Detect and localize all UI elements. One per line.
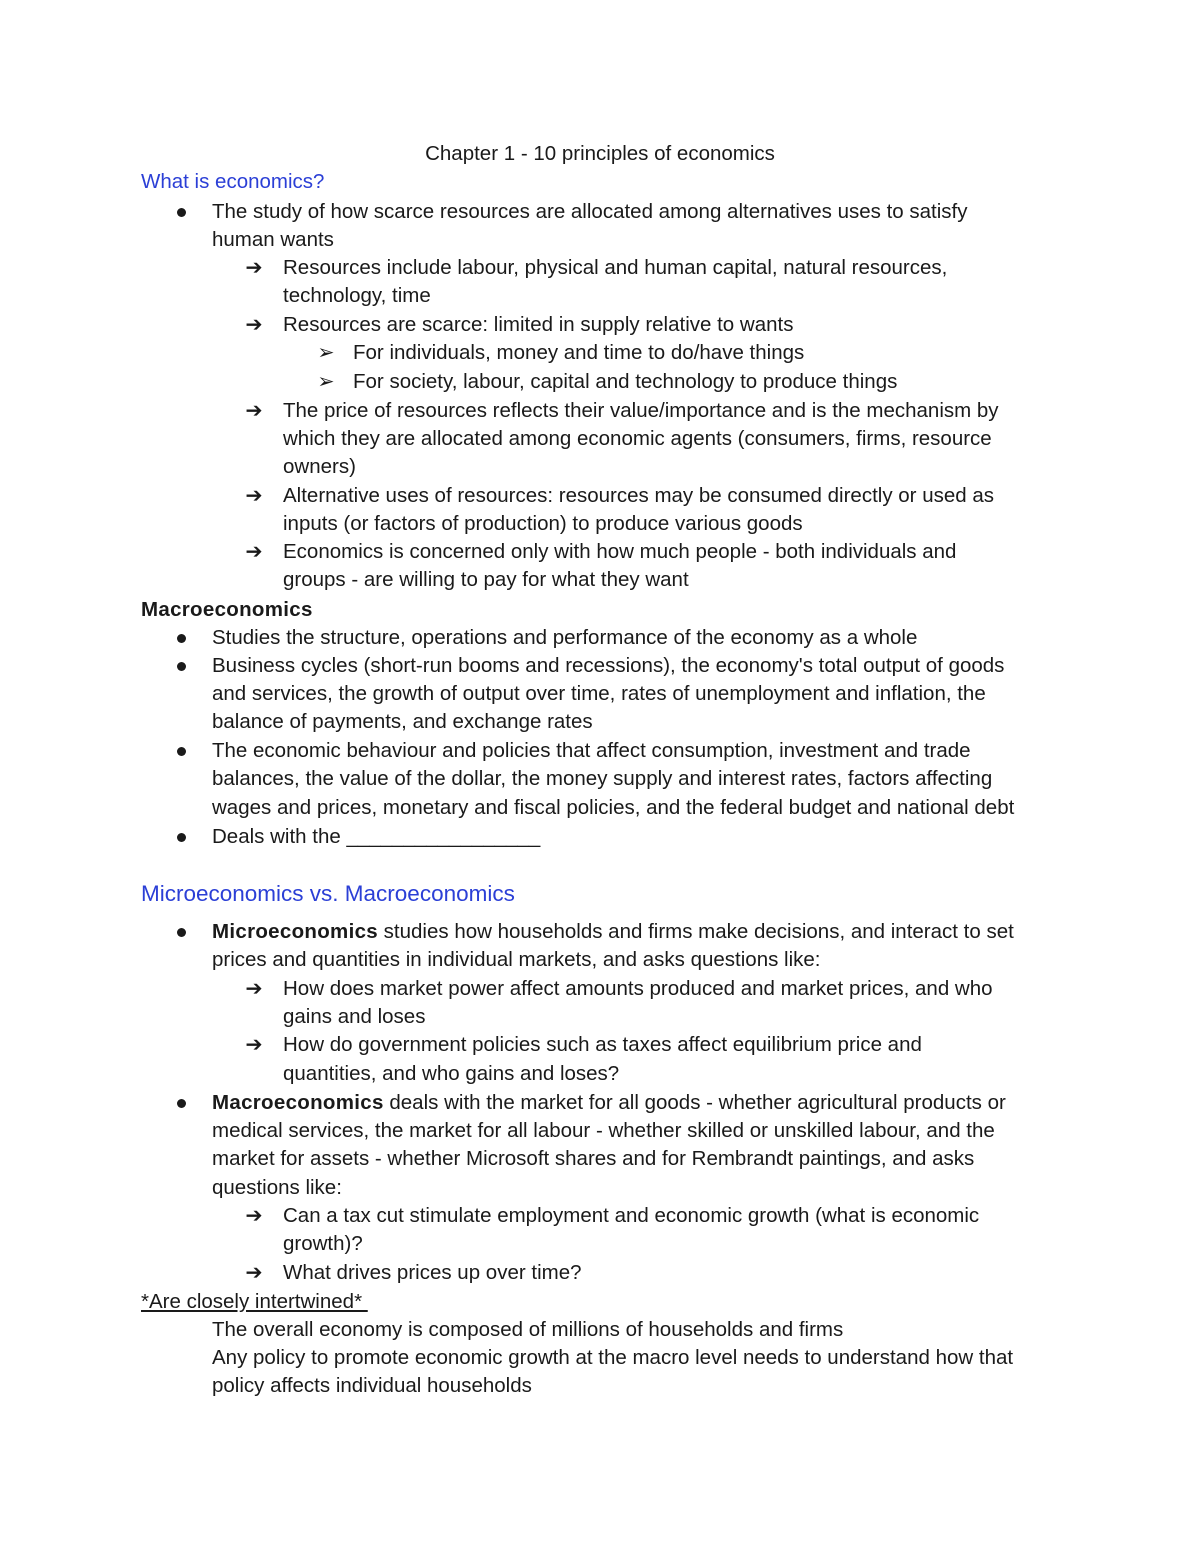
arrow-icon: ➔ bbox=[245, 1033, 263, 1056]
term-macroeconomics: Macroeconomics bbox=[212, 1091, 384, 1114]
arrow-item-text: inputs (or factors of production) to produce various goods bbox=[283, 512, 803, 535]
paragraph-text: policy affects individual households bbox=[212, 1374, 532, 1397]
heading-micro-vs-macro: Microeconomics vs. Macroeconomics bbox=[141, 881, 515, 906]
bullet-icon bbox=[177, 833, 186, 842]
arrow-item-text: groups - are willing to pay for what they want bbox=[283, 568, 689, 591]
sub-item-text: For individuals, money and time to do/have things bbox=[353, 341, 805, 364]
bullet-text: medical services, the market for all labour - whether skilled or unskilled labour, and the bbox=[212, 1119, 995, 1142]
page-title: Chapter 1 - 10 principles of economics bbox=[425, 142, 775, 165]
bullet-icon bbox=[177, 208, 186, 217]
heading-intertwined: *Are closely intertwined* bbox=[141, 1290, 368, 1313]
bullet-text bbox=[212, 1089, 1006, 1117]
arrow-item-text: How does market power affect amounts produced and market prices, and who bbox=[283, 977, 993, 1000]
triangle-bullet-icon: ➢ bbox=[317, 341, 335, 364]
arrow-item-text: gains and loses bbox=[283, 1005, 426, 1028]
arrow-icon: ➔ bbox=[245, 484, 263, 507]
bullet-text: Studies the structure, operations and performance of the economy as a whole bbox=[212, 626, 918, 649]
arrow-item-text: Can a tax cut stimulate employment and economic growth (what is economic bbox=[283, 1204, 980, 1227]
arrow-icon: ➔ bbox=[245, 1204, 263, 1227]
bullet-text: The study of how scarce resources are allocated among alternatives uses to satisfy bbox=[212, 200, 968, 223]
arrow-item-text: quantities, and who gains and loses? bbox=[283, 1062, 620, 1085]
bullet-text: prices and quantities in individual markets, and asks questions like: bbox=[212, 948, 821, 971]
arrow-item-text: How do government policies such as taxes affect equilibrium price and bbox=[283, 1033, 922, 1056]
bullet-text: balance of payments, and exchange rates bbox=[212, 710, 593, 733]
bullet-text-rest: deals with the market for all goods - whether agricultural products or bbox=[383, 1091, 1006, 1114]
bullet-icon bbox=[177, 662, 186, 671]
bullet-text: Business cycles (short-run booms and recessions), the economy's total output of goods bbox=[212, 654, 1005, 677]
paragraph-text: The overall economy is composed of millions of households and firms bbox=[212, 1318, 844, 1341]
paragraph-text: Any policy to promote economic growth at the macro level needs to understand how that bbox=[212, 1346, 1014, 1369]
arrow-item-text: The price of resources reflects their value/importance and is the mechanism by bbox=[283, 399, 999, 422]
arrow-item-text: What drives prices up over time? bbox=[283, 1261, 582, 1284]
arrow-icon: ➔ bbox=[245, 313, 263, 336]
arrow-icon: ➔ bbox=[245, 256, 263, 279]
bullet-text: market for assets - whether Microsoft shares and for Rembrandt paintings, and asks bbox=[212, 1147, 975, 1170]
triangle-bullet-icon: ➢ bbox=[317, 370, 335, 393]
arrow-item-text: Alternative uses of resources: resources may be consumed directly or used as bbox=[283, 484, 994, 507]
bullet-text: and services, the growth of output over time, rates of unemployment and inflation, the bbox=[212, 682, 986, 705]
sub-item-text: For society, labour, capital and technology to produce things bbox=[353, 370, 898, 393]
bullet-text: questions like: bbox=[212, 1176, 342, 1199]
bullet-icon bbox=[177, 1099, 186, 1108]
arrow-item-text: Resources are scarce: limited in supply relative to wants bbox=[283, 313, 794, 336]
bullet-text: human wants bbox=[212, 228, 334, 251]
bullet-icon bbox=[177, 928, 186, 937]
arrow-icon: ➔ bbox=[245, 1261, 263, 1284]
bullet-icon bbox=[177, 634, 186, 643]
bullet-text: The economic behaviour and policies that affect consumption, investment and trade bbox=[212, 739, 971, 762]
bullet-text-rest: studies how households and firms make decisions, and interact to set bbox=[377, 920, 1014, 943]
arrow-icon: ➔ bbox=[245, 399, 263, 422]
arrow-item-text: Resources include labour, physical and human capital, natural resources, bbox=[283, 256, 948, 279]
heading-macroeconomics: Macroeconomics bbox=[141, 598, 313, 621]
arrow-item-text: which they are allocated among economic agents (consumers, firms, resource bbox=[283, 427, 992, 450]
arrow-item-text: Economics is concerned only with how much people - both individuals and bbox=[283, 540, 957, 563]
heading-what-is-economics: What is economics? bbox=[141, 170, 325, 193]
bullet-text bbox=[212, 918, 1014, 946]
arrow-icon: ➔ bbox=[245, 977, 263, 1000]
arrow-icon: ➔ bbox=[245, 540, 263, 563]
bullet-text: wages and prices, monetary and fiscal policies, and the federal budget and national debt bbox=[212, 796, 1015, 819]
bullet-text: balances, the value of the dollar, the money supply and interest rates, factors affecting bbox=[212, 767, 993, 790]
arrow-item-text: technology, time bbox=[283, 284, 431, 307]
bullet-icon bbox=[177, 747, 186, 756]
arrow-item-text: owners) bbox=[283, 455, 356, 478]
arrow-item-text: growth)? bbox=[283, 1232, 363, 1255]
bullet-text: Deals with the _________________ bbox=[212, 825, 541, 848]
term-microeconomics: Microeconomics bbox=[212, 920, 378, 943]
